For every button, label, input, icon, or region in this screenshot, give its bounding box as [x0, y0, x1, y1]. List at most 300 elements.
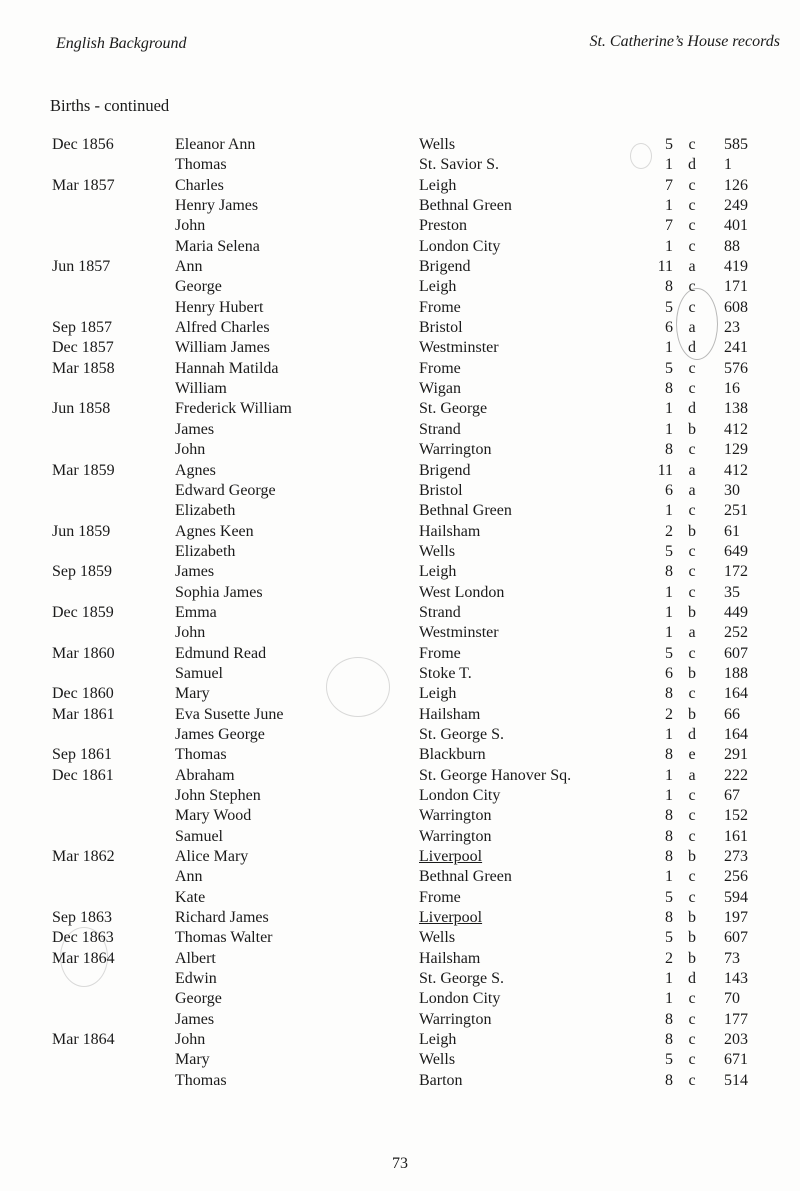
record-name: James George	[175, 725, 265, 743]
record-volume: 6	[665, 319, 673, 337]
record-page: 449	[724, 603, 748, 621]
record-volume-letter: c	[688, 197, 696, 215]
record-place: Bristol	[419, 481, 463, 499]
record-row	[0, 969, 800, 989]
record-volume-letter: a	[688, 319, 696, 337]
record-place: Liverpool	[419, 909, 483, 927]
record-row	[0, 583, 800, 603]
record-volume-letter: c	[688, 359, 696, 377]
record-volume-letter: a	[688, 624, 696, 642]
record-page: 35	[724, 583, 740, 601]
record-page: 222	[724, 766, 748, 784]
record-date: Sep 1861	[52, 746, 112, 764]
record-place: Wells	[419, 542, 456, 560]
record-row	[0, 664, 800, 684]
record-volume: 8	[665, 1071, 673, 1089]
record-place: Wells	[419, 929, 456, 947]
record-volume: 1	[665, 339, 673, 357]
record-date: Sep 1859	[52, 563, 112, 581]
record-volume-letter: d	[688, 156, 696, 174]
record-volume-letter: c	[688, 787, 696, 804]
record-name: Henry Hubert	[175, 298, 264, 316]
record-place: Hailsham	[419, 705, 481, 723]
record-page: 66	[724, 705, 740, 723]
record-volume: 5	[665, 888, 673, 906]
record-place: St. George S.	[419, 970, 505, 988]
record-name: Alice Mary	[175, 848, 249, 866]
record-row	[0, 867, 800, 887]
record-date: Sep 1863	[52, 909, 112, 927]
record-name: William	[175, 380, 227, 398]
record-volume: 8	[665, 278, 673, 296]
record-row	[0, 1010, 800, 1030]
record-date: Mar 1861	[52, 705, 115, 723]
record-date: Jun 1858	[52, 400, 111, 418]
record-name: Agnes	[175, 461, 216, 479]
record-name: Richard James	[175, 909, 269, 927]
record-place: Frome	[419, 644, 461, 662]
record-page: 164	[724, 725, 748, 743]
record-place: Hailsham	[419, 522, 481, 540]
record-name: Agnes Keen	[175, 522, 254, 540]
record-row	[0, 338, 800, 358]
record-name: Samuel	[175, 664, 223, 682]
record-row	[0, 684, 800, 704]
record-place: Strand	[419, 603, 461, 621]
record-name: Eleanor Ann	[175, 136, 256, 153]
record-name: John	[175, 624, 206, 642]
record-row	[0, 989, 800, 1009]
record-volume-letter: c	[688, 1031, 696, 1049]
record-page: 161	[724, 827, 748, 845]
record-name: Mary	[175, 685, 210, 703]
record-volume-letter: c	[688, 380, 696, 398]
record-volume: 2	[665, 949, 673, 967]
record-date: Dec 1860	[52, 685, 114, 703]
record-row	[0, 766, 800, 786]
record-volume-letter: b	[688, 522, 696, 540]
record-row	[0, 725, 800, 745]
record-name: Eva Susette June	[175, 705, 284, 723]
record-row	[0, 623, 800, 643]
record-date: Mar 1857	[52, 176, 115, 194]
record-page: 671	[724, 1051, 748, 1069]
record-volume: 1	[665, 420, 673, 438]
record-name: Elizabeth	[175, 542, 236, 560]
record-page: 251	[724, 502, 748, 520]
record-name: Alfred Charles	[175, 319, 270, 337]
record-page: 607	[724, 644, 748, 662]
record-name: Mary	[175, 1051, 210, 1069]
record-place: Wells	[419, 136, 456, 153]
record-page: 164	[724, 685, 748, 703]
record-place: Blackburn	[419, 746, 486, 764]
record-row	[0, 318, 800, 338]
record-row	[0, 786, 800, 806]
record-date: Mar 1860	[52, 644, 115, 662]
record-volume-letter: c	[688, 685, 696, 703]
running-header-left: English Background	[56, 35, 187, 52]
record-date: Sep 1857	[52, 319, 112, 337]
record-place: West London	[419, 583, 505, 601]
record-name: Elizabeth	[175, 502, 236, 520]
record-row	[0, 745, 800, 765]
record-row	[0, 257, 800, 277]
record-name: William James	[175, 339, 270, 357]
record-volume-letter: c	[688, 237, 696, 255]
record-date: Dec 1859	[52, 603, 114, 621]
record-place: Warrington	[419, 807, 492, 825]
record-date: Dec 1863	[52, 929, 114, 947]
record-volume: 1	[665, 787, 673, 804]
record-name: Thomas	[175, 746, 227, 764]
record-volume: 5	[665, 136, 673, 153]
record-row	[0, 155, 800, 175]
record-page: 1	[724, 156, 732, 174]
record-row	[0, 949, 800, 969]
record-volume: 1	[665, 197, 673, 215]
record-volume: 1	[665, 237, 673, 255]
record-volume-letter: b	[688, 909, 696, 927]
record-volume-letter: c	[688, 1071, 696, 1089]
record-page: 256	[724, 868, 748, 886]
record-name: Thomas Walter	[175, 929, 273, 947]
record-place: Brigend	[419, 258, 471, 276]
record-volume: 1	[665, 603, 673, 621]
record-place: Warrington	[419, 1010, 492, 1028]
record-place: Frome	[419, 888, 461, 906]
record-volume-letter: b	[688, 705, 696, 723]
record-page: 67	[724, 787, 740, 804]
record-place: London City	[419, 990, 501, 1008]
record-volume-letter: c	[688, 1010, 696, 1028]
record-name: Sophia James	[175, 583, 263, 601]
birth-records-list	[0, 135, 800, 1091]
record-name: Edwin	[175, 970, 217, 988]
record-volume: 1	[665, 725, 673, 743]
record-page: 514	[724, 1071, 748, 1089]
record-page: 607	[724, 929, 748, 947]
record-volume: 2	[665, 705, 673, 723]
record-row	[0, 196, 800, 216]
record-page: 594	[724, 888, 748, 906]
record-place: Leigh	[419, 176, 457, 194]
section-title: Births - continued	[50, 96, 170, 115]
record-date: Jun 1857	[52, 258, 111, 276]
record-volume-letter: a	[688, 461, 696, 479]
page-number: 73	[392, 1155, 408, 1172]
record-row	[0, 237, 800, 257]
record-page: 585	[724, 136, 748, 153]
record-volume: 1	[665, 970, 673, 988]
record-volume-letter: c	[688, 542, 696, 560]
record-volume: 1	[665, 583, 673, 601]
record-volume-letter: c	[688, 502, 696, 520]
record-volume: 7	[665, 176, 673, 194]
record-page: 177	[724, 1010, 748, 1028]
record-page: 61	[724, 522, 740, 540]
record-row	[0, 1050, 800, 1070]
record-row	[0, 1071, 800, 1091]
running-header-right: St. Catherine’s House records	[589, 33, 780, 50]
record-volume-letter: d	[688, 400, 696, 418]
record-place: Liverpool	[419, 848, 483, 866]
record-row	[0, 298, 800, 318]
record-volume-letter: c	[688, 990, 696, 1008]
record-page: 412	[724, 420, 748, 438]
record-date: Mar 1864	[52, 1031, 115, 1049]
record-volume-letter: c	[688, 888, 696, 906]
record-row	[0, 847, 800, 867]
record-row	[0, 135, 800, 155]
record-row	[0, 176, 800, 196]
record-place: St. Savior S.	[419, 156, 500, 174]
record-volume: 1	[665, 766, 673, 784]
record-name: Maria Selena	[175, 237, 260, 255]
record-name: George	[175, 990, 222, 1008]
record-volume: 1	[665, 156, 673, 174]
record-row	[0, 1030, 800, 1050]
record-volume-letter: c	[688, 278, 696, 296]
record-name: James	[175, 1010, 215, 1028]
record-place: London City	[419, 237, 501, 255]
record-row	[0, 806, 800, 826]
record-volume: 1	[665, 624, 673, 642]
record-row	[0, 216, 800, 236]
record-volume: 5	[665, 929, 673, 947]
record-name: Samuel	[175, 827, 223, 845]
record-volume: 6	[665, 664, 673, 682]
record-volume-letter: e	[688, 746, 696, 764]
record-name: Thomas	[175, 156, 227, 174]
record-page: 23	[724, 319, 740, 337]
record-volume: 11	[657, 461, 673, 479]
record-name: Kate	[175, 888, 206, 906]
record-date: Mar 1859	[52, 461, 115, 479]
record-volume: 5	[665, 644, 673, 662]
record-row	[0, 420, 800, 440]
record-volume-letter: d	[688, 725, 696, 743]
record-name: Frederick William	[175, 400, 292, 418]
record-volume-letter: c	[688, 441, 696, 459]
record-volume-letter: a	[688, 258, 696, 276]
record-page: 138	[724, 400, 748, 418]
record-page: 203	[724, 1031, 748, 1049]
record-volume: 8	[665, 807, 673, 825]
record-place: Hailsham	[419, 949, 481, 967]
record-place: Leigh	[419, 563, 457, 581]
record-place: St. George S.	[419, 725, 505, 743]
record-place: Bethnal Green	[419, 502, 512, 520]
record-place: Westminster	[419, 339, 499, 357]
record-page: 129	[724, 441, 748, 459]
record-volume-letter: a	[688, 481, 696, 499]
record-name: Emma	[175, 603, 217, 621]
record-name: Mary Wood	[175, 807, 252, 825]
record-place: London City	[419, 787, 501, 804]
record-volume: 5	[665, 298, 673, 316]
record-name: James	[175, 420, 215, 438]
record-place: Warrington	[419, 441, 492, 459]
record-volume: 6	[665, 481, 673, 499]
record-volume: 8	[665, 827, 673, 845]
record-volume-letter: b	[688, 949, 696, 967]
record-volume-letter: d	[688, 970, 696, 988]
record-place: Barton	[419, 1071, 463, 1089]
record-page: 172	[724, 563, 748, 581]
record-row	[0, 603, 800, 623]
record-volume: 8	[665, 685, 673, 703]
record-volume-letter: c	[688, 563, 696, 581]
record-volume: 8	[665, 848, 673, 866]
record-date: Dec 1856	[52, 136, 114, 153]
record-row	[0, 928, 800, 948]
record-volume: 8	[665, 1010, 673, 1028]
record-name: Ann	[175, 258, 203, 276]
record-volume-letter: c	[688, 868, 696, 886]
record-date: Mar 1862	[52, 848, 115, 866]
record-date: Dec 1857	[52, 339, 114, 357]
record-place: Frome	[419, 298, 461, 316]
record-volume: 8	[665, 563, 673, 581]
record-volume-letter: a	[688, 766, 696, 784]
record-volume: 1	[665, 990, 673, 1008]
record-page: 241	[724, 339, 748, 357]
record-page: 30	[724, 481, 740, 499]
record-page: 16	[724, 380, 740, 398]
record-place: Frome	[419, 359, 461, 377]
record-place: Leigh	[419, 278, 457, 296]
record-volume: 1	[665, 502, 673, 520]
record-row	[0, 461, 800, 481]
record-volume: 7	[665, 217, 673, 235]
record-volume-letter: d	[688, 339, 696, 357]
record-row	[0, 908, 800, 928]
record-row	[0, 440, 800, 460]
record-place: Bethnal Green	[419, 868, 512, 886]
record-row	[0, 562, 800, 582]
record-volume: 11	[657, 258, 673, 276]
record-volume: 8	[665, 909, 673, 927]
record-name: George	[175, 278, 222, 296]
record-page: 197	[724, 909, 748, 927]
record-row	[0, 542, 800, 562]
record-volume: 8	[665, 746, 673, 764]
record-row	[0, 277, 800, 297]
record-place: Warrington	[419, 827, 492, 845]
record-name: Thomas	[175, 1071, 227, 1089]
record-volume: 1	[665, 868, 673, 886]
record-volume-letter: c	[688, 298, 696, 316]
record-name: Albert	[175, 949, 216, 967]
record-page: 291	[724, 746, 748, 764]
record-volume: 8	[665, 1031, 673, 1049]
record-place: St. George	[419, 400, 488, 418]
record-page: 252	[724, 624, 748, 642]
record-volume-letter: b	[688, 848, 696, 866]
record-page: 649	[724, 542, 748, 560]
record-row	[0, 501, 800, 521]
record-row	[0, 522, 800, 542]
record-row	[0, 399, 800, 419]
record-date: Mar 1864	[52, 949, 115, 967]
record-page: 576	[724, 359, 748, 377]
record-date: Jun 1859	[52, 522, 111, 540]
record-volume-letter: c	[688, 807, 696, 825]
record-name: Henry James	[175, 197, 259, 215]
record-volume-letter: c	[688, 644, 696, 662]
record-page: 73	[724, 949, 740, 967]
record-name: Charles	[175, 176, 224, 194]
record-page: 249	[724, 197, 748, 215]
record-name: Hannah Matilda	[175, 359, 279, 377]
record-place: Strand	[419, 420, 461, 438]
record-place: St. George Hanover Sq.	[419, 766, 572, 784]
record-place: Leigh	[419, 1031, 457, 1049]
record-place: Wells	[419, 1051, 456, 1069]
record-volume: 8	[665, 380, 673, 398]
record-page: 171	[724, 278, 748, 296]
record-volume-letter: c	[688, 1051, 696, 1069]
record-volume-letter: b	[688, 420, 696, 438]
record-row	[0, 888, 800, 908]
record-volume: 5	[665, 359, 673, 377]
record-name: John	[175, 441, 206, 459]
record-place: Westminster	[419, 624, 499, 642]
record-page: 70	[724, 990, 740, 1008]
record-page: 412	[724, 461, 748, 479]
record-name: James	[175, 563, 215, 581]
record-volume-letter: c	[688, 583, 696, 601]
record-name: John	[175, 1031, 206, 1049]
record-date: Mar 1858	[52, 359, 115, 377]
record-row	[0, 379, 800, 399]
record-row	[0, 359, 800, 379]
record-place: Bethnal Green	[419, 197, 512, 215]
record-volume: 5	[665, 542, 673, 560]
record-row	[0, 644, 800, 664]
record-volume: 8	[665, 441, 673, 459]
record-volume-letter: c	[688, 136, 696, 153]
record-page: 126	[724, 176, 748, 194]
record-name: Abraham	[175, 766, 235, 784]
record-volume-letter: c	[688, 217, 696, 235]
record-date: Dec 1861	[52, 766, 114, 784]
record-volume-letter: b	[688, 664, 696, 682]
record-row	[0, 481, 800, 501]
record-volume-letter: b	[688, 603, 696, 621]
record-name: John	[175, 217, 206, 235]
record-volume: 1	[665, 400, 673, 418]
record-volume-letter: b	[688, 929, 696, 947]
record-place: Leigh	[419, 685, 457, 703]
record-volume-letter: c	[688, 827, 696, 845]
record-name: Edward George	[175, 481, 276, 499]
record-page: 88	[724, 237, 740, 255]
record-name: Edmund Read	[175, 644, 267, 662]
record-page: 143	[724, 970, 748, 988]
record-row	[0, 827, 800, 847]
record-page: 401	[724, 217, 748, 235]
record-volume: 5	[665, 1051, 673, 1069]
record-name: Ann	[175, 868, 203, 886]
record-page: 608	[724, 298, 748, 316]
record-page: 273	[724, 848, 748, 866]
record-page: 419	[724, 258, 748, 276]
record-page: 188	[724, 664, 748, 682]
record-name: John Stephen	[175, 787, 261, 804]
record-place: Brigend	[419, 461, 471, 479]
